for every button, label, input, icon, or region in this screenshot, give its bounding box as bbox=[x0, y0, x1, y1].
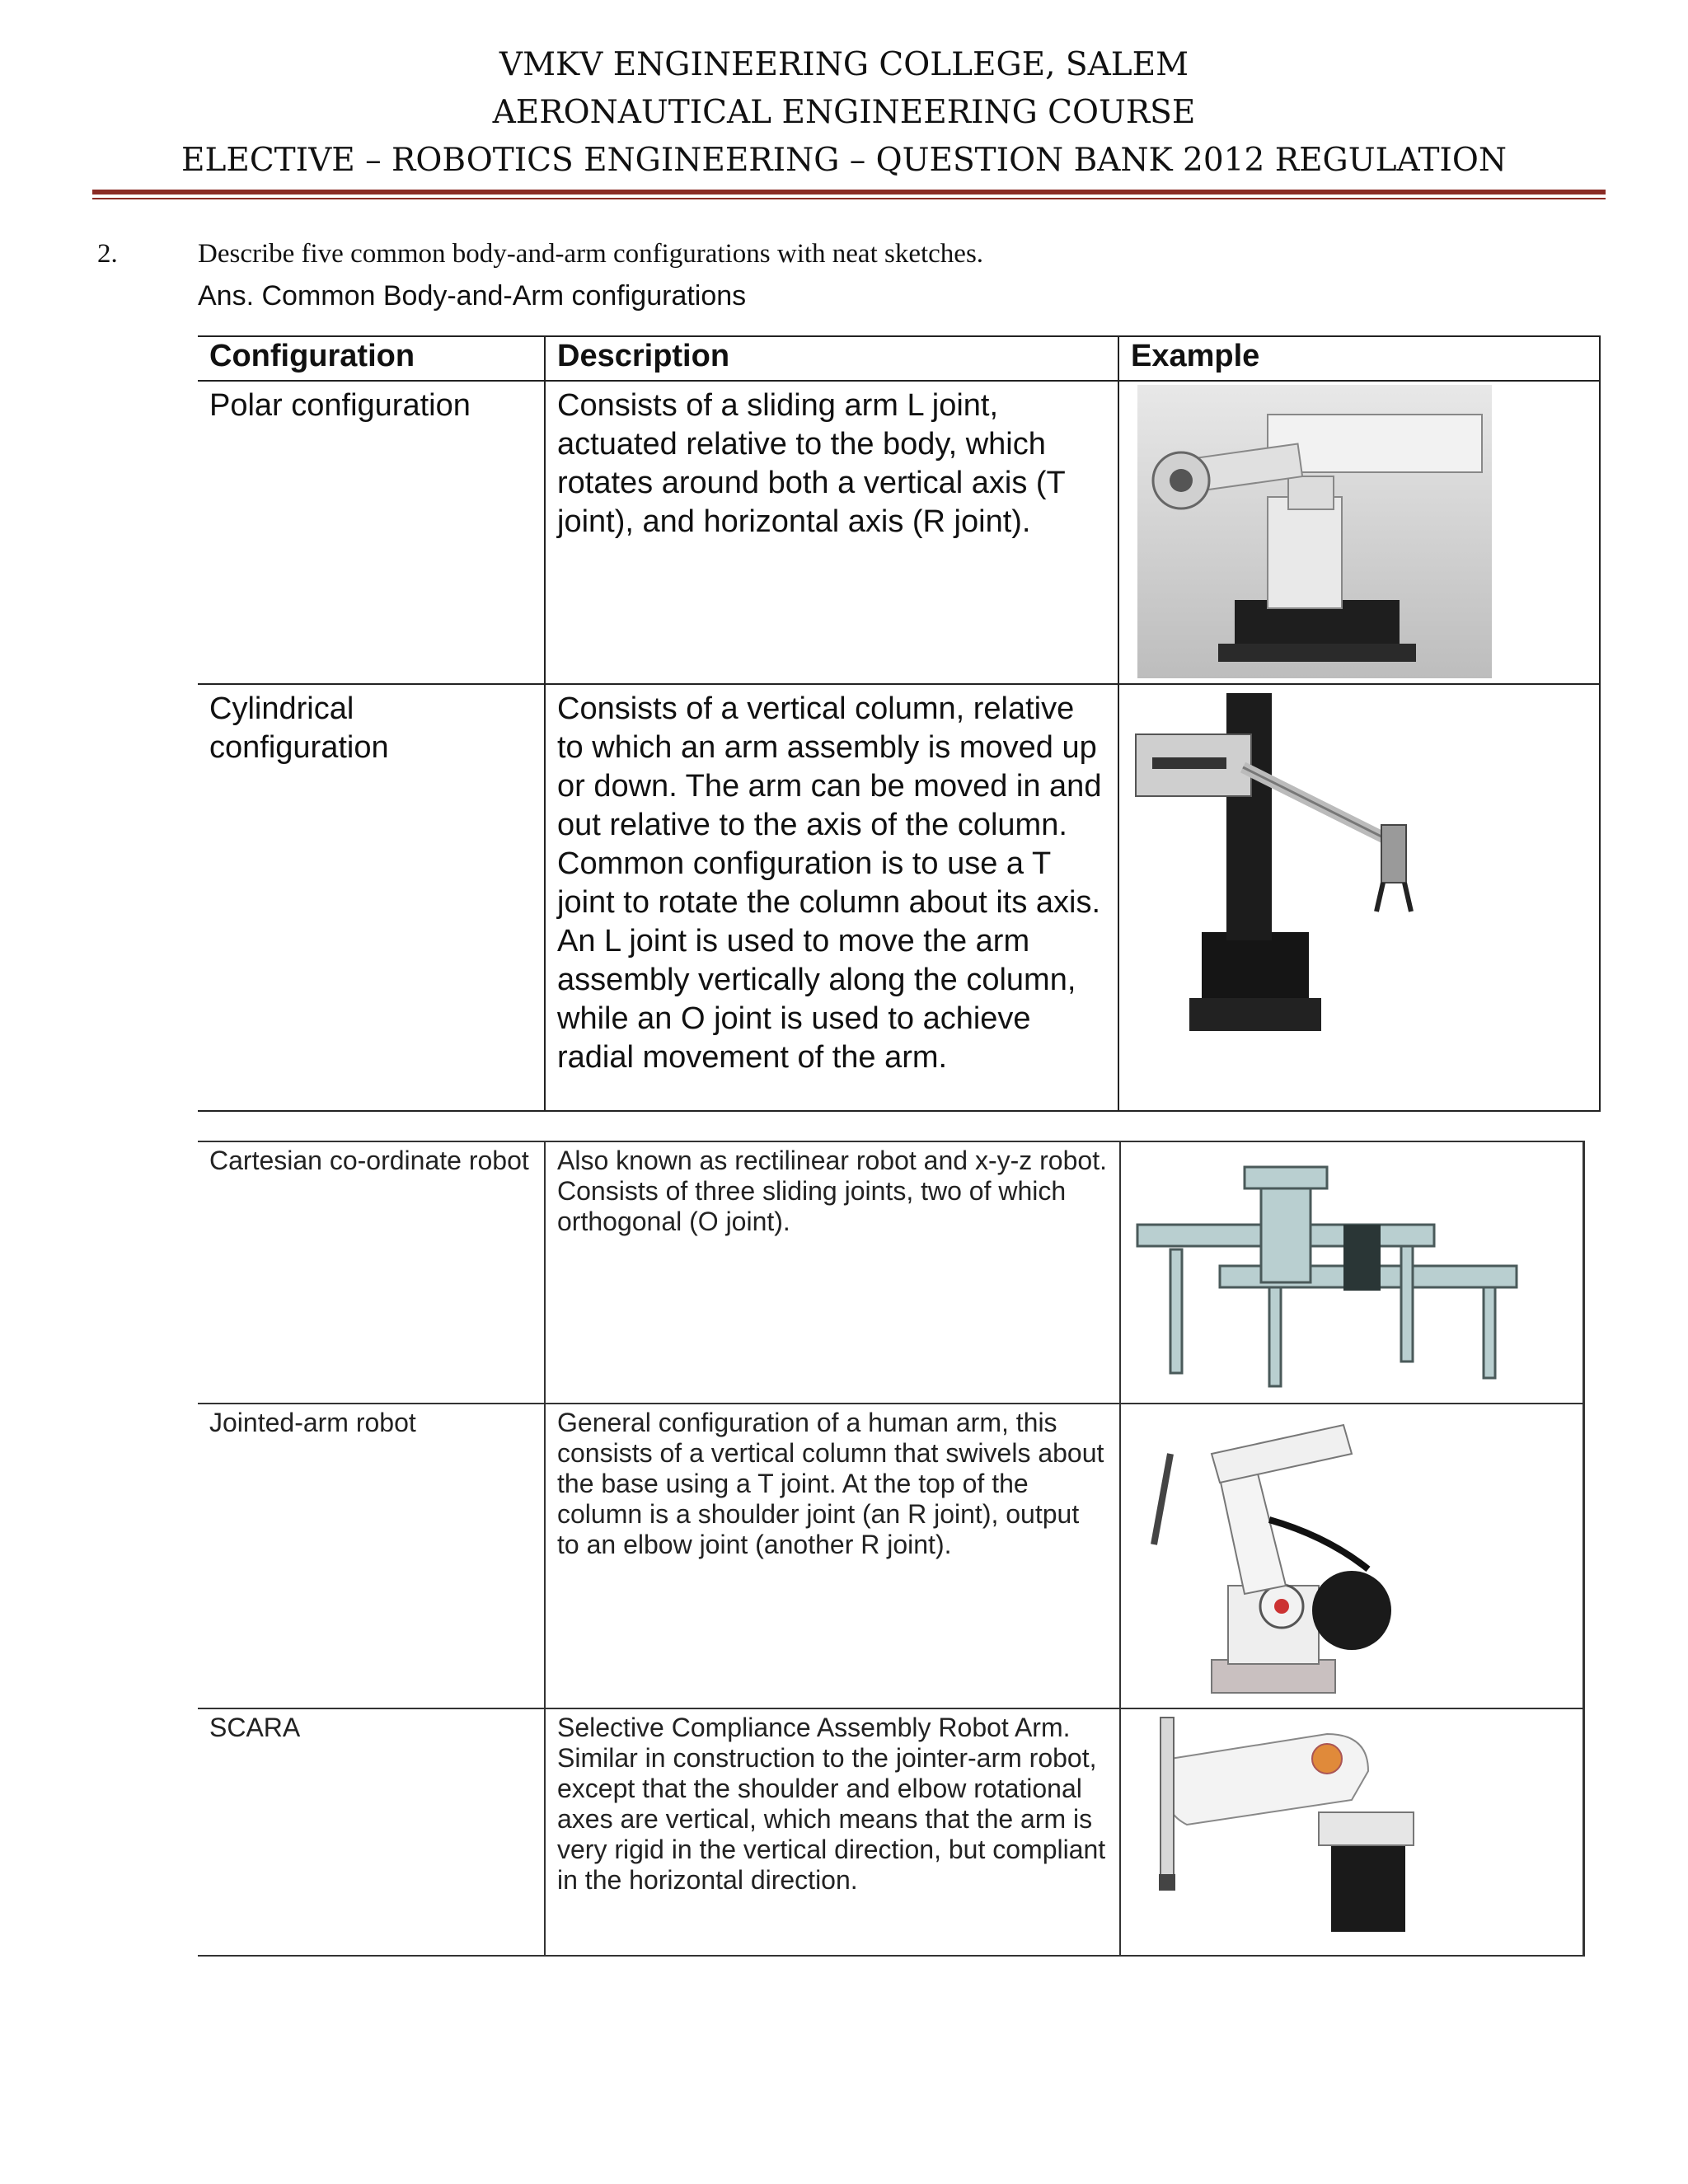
header-example: Example bbox=[1118, 336, 1600, 381]
header-configuration: Configuration bbox=[198, 336, 545, 381]
answer-heading: Ans. Common Body-and-Arm configurations bbox=[198, 280, 747, 312]
row-description: Also known as rectilinear robot and x-y-z robot. Consists of three sliding joints, two of which orthogonal (O joint). bbox=[545, 1141, 1120, 1404]
cylindrical-robot-image bbox=[1119, 685, 1599, 1110]
row-example bbox=[1120, 1141, 1584, 1404]
row-configuration: SCARA bbox=[198, 1708, 545, 1956]
header-course: AERONAUTICAL ENGINEERING COURSE bbox=[492, 94, 1196, 131]
jointed-arm-robot-image bbox=[1121, 1404, 1582, 1708]
row-description: Selective Compliance Assembly Robot Arm. Similar in construction to the jointer-arm robot, except that the shoulder and elbow rotational axes are vertical, which means that the arm is very rigid in the vertical direction, but compliant in the horizontal direction. bbox=[545, 1708, 1120, 1956]
row-configuration: Polar configuration bbox=[198, 381, 545, 684]
question-number: 2. bbox=[97, 239, 118, 269]
row-description: Consists of a vertical column, relative to which an arm assembly is moved up or down. The arm can be moved in and out relative to the axis of the column. Common configuration is to use a T joint to rotate the column about its axis. An L joint is used to move the arm assembly vertically along the column, while an O joint is used to achieve radial movement of the arm. bbox=[545, 684, 1118, 1111]
row-configuration: Jointed-arm robot bbox=[198, 1404, 545, 1708]
header-college: VMKV ENGINEERING COLLEGE, SALEM bbox=[499, 46, 1189, 83]
header-rule-thin bbox=[92, 198, 1606, 199]
row-description: Consists of a sliding arm L joint, actuated relative to the body, which rotates around both a vertical axis (T joint), and horizontal axis (R joint). bbox=[545, 381, 1118, 684]
page-header bbox=[0, 41, 1688, 185]
header-subject: ELECTIVE – ROBOTICS ENGINEERING – QUESTION BANK 2012 REGULATION bbox=[181, 142, 1507, 179]
table-row bbox=[198, 1404, 1584, 1708]
row-example bbox=[1118, 684, 1600, 1111]
configurations-table-1 bbox=[198, 335, 1601, 1112]
row-example bbox=[1120, 1708, 1584, 1956]
table-row bbox=[198, 381, 1600, 684]
row-configuration: Cartesian co-ordinate robot bbox=[198, 1141, 545, 1404]
row-configuration: Cylindrical configuration bbox=[198, 684, 545, 1111]
row-description: General configuration of a human arm, this consists of a vertical column that swivels about the base using a T joint. At the top of the column is a shoulder joint (an R joint), output to an elbow joint (another R joint). bbox=[545, 1404, 1120, 1708]
table-header-row bbox=[198, 336, 1600, 381]
table-row bbox=[198, 1708, 1584, 1956]
header-rule bbox=[92, 190, 1606, 194]
header-description: Description bbox=[545, 336, 1118, 381]
table-row bbox=[198, 684, 1600, 1111]
row-example bbox=[1120, 1404, 1584, 1708]
cartesian-robot-image bbox=[1121, 1142, 1582, 1403]
table-row bbox=[198, 1141, 1584, 1404]
question-text: Describe five common body-and-arm configurations with neat sketches. bbox=[198, 239, 984, 269]
configurations-table-2 bbox=[198, 1141, 1585, 1957]
row-example bbox=[1118, 381, 1600, 684]
scara-robot-image bbox=[1121, 1709, 1582, 1955]
polar-robot-image bbox=[1119, 382, 1599, 683]
